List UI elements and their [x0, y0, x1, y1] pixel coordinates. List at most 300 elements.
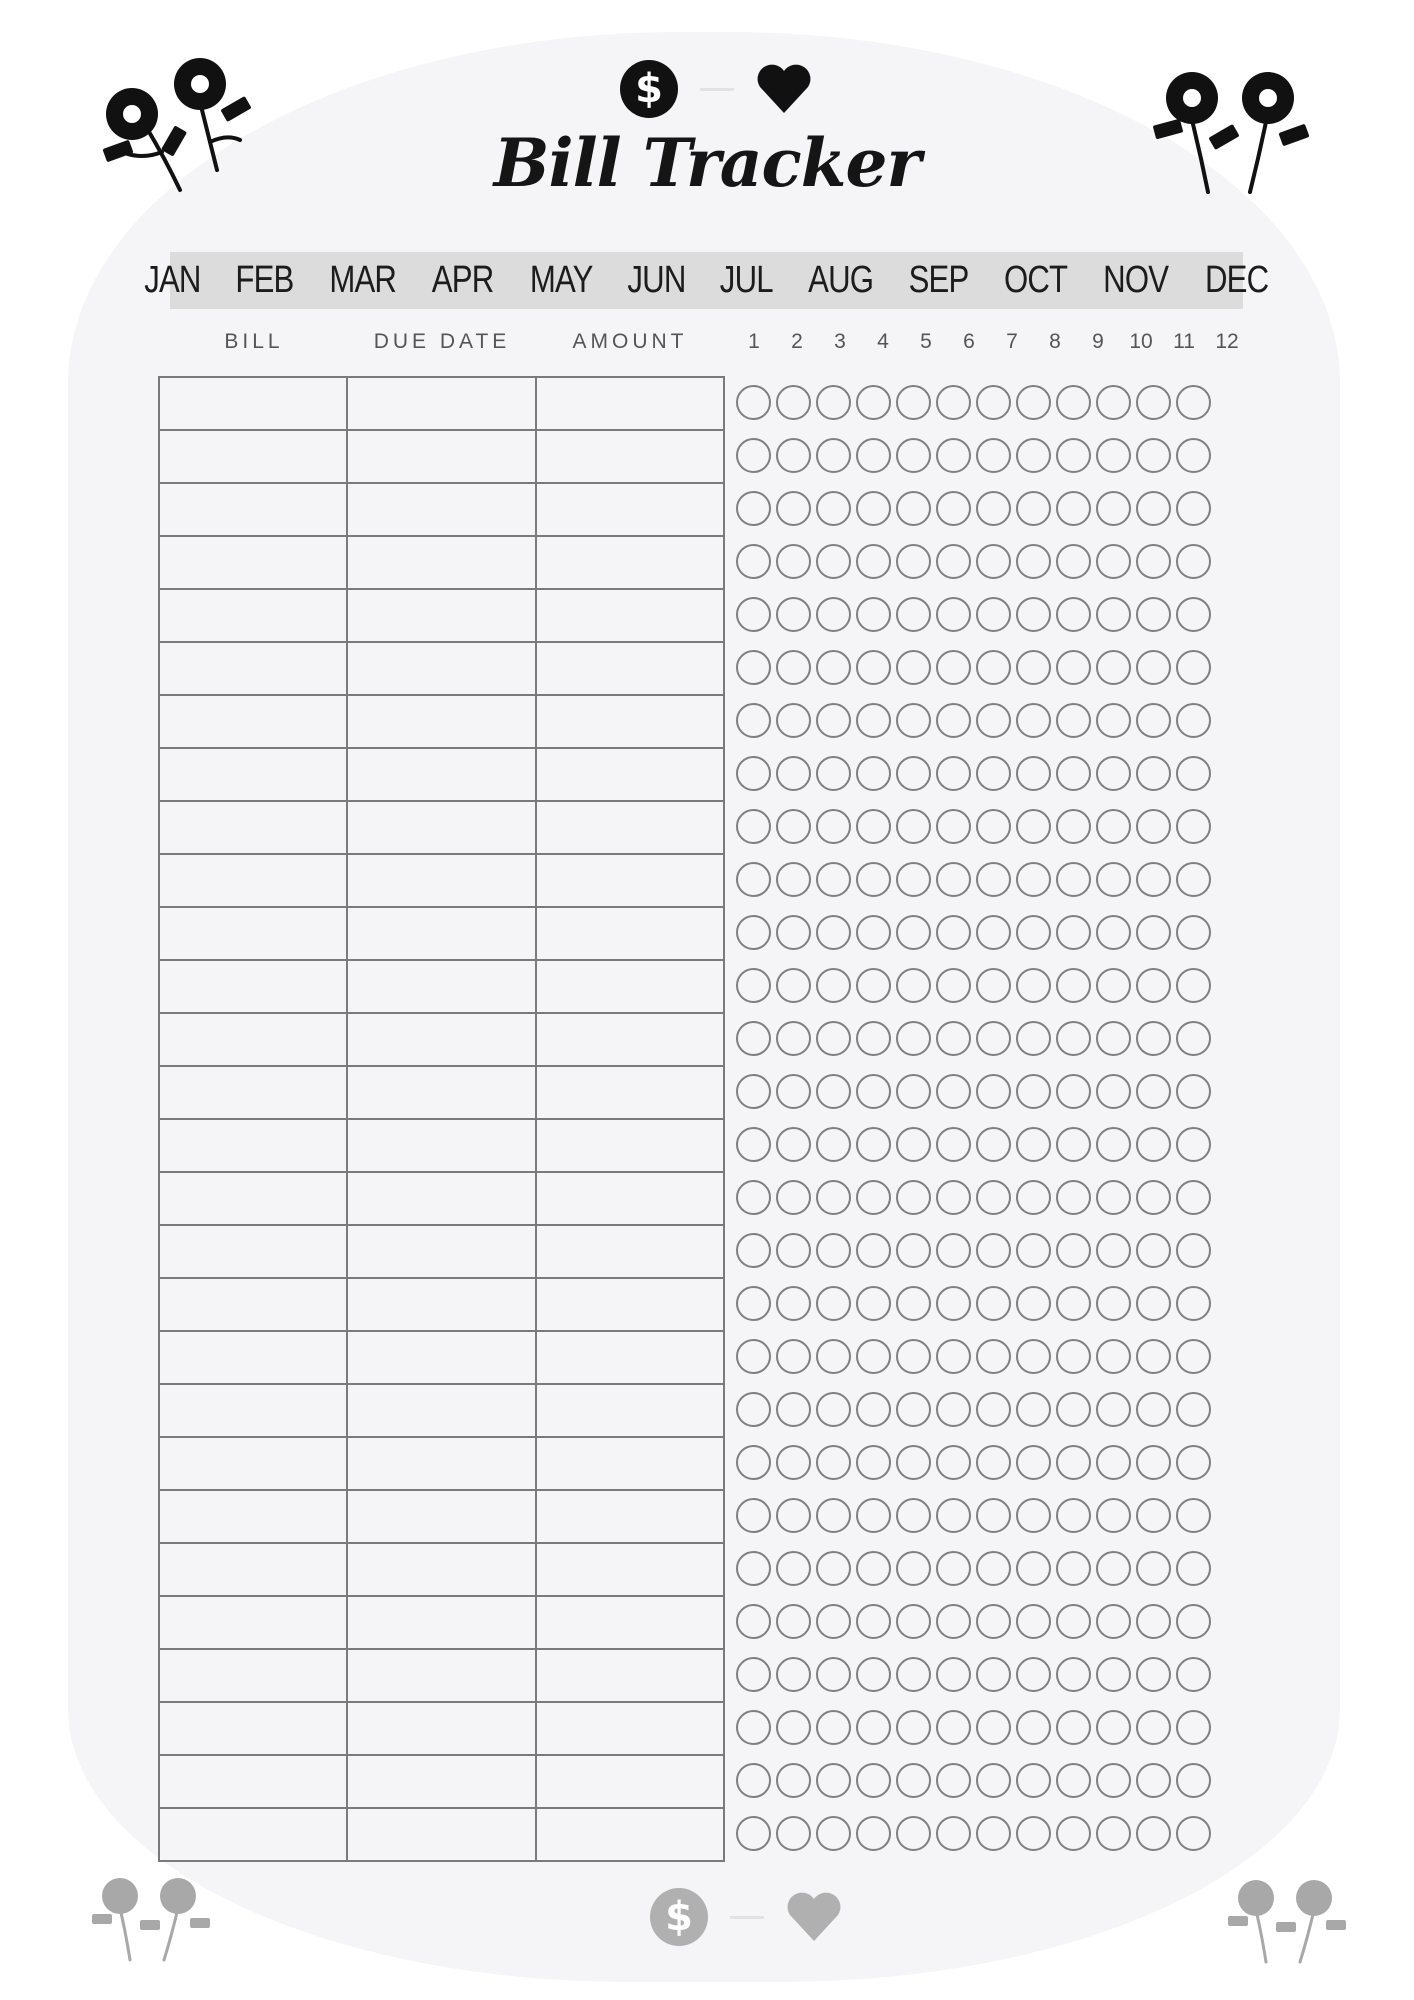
- bill-cell[interactable]: [160, 961, 348, 1012]
- paid-checkbox[interactable]: [1176, 809, 1211, 844]
- paid-checkbox[interactable]: [1176, 1498, 1211, 1533]
- paid-checkbox[interactable]: [776, 1445, 811, 1480]
- paid-checkbox[interactable]: [976, 1233, 1011, 1268]
- paid-checkbox[interactable]: [1016, 1816, 1051, 1851]
- paid-checkbox[interactable]: [736, 809, 771, 844]
- paid-checkbox[interactable]: [776, 1392, 811, 1427]
- paid-checkbox[interactable]: [1016, 1604, 1051, 1639]
- paid-checkbox[interactable]: [896, 1551, 931, 1586]
- paid-checkbox[interactable]: [776, 915, 811, 950]
- paid-checkbox[interactable]: [1176, 1763, 1211, 1798]
- amount-cell[interactable]: [537, 1438, 725, 1489]
- paid-checkbox[interactable]: [736, 1445, 771, 1480]
- paid-checkbox[interactable]: [1016, 438, 1051, 473]
- paid-checkbox[interactable]: [976, 809, 1011, 844]
- due-date-cell[interactable]: [348, 590, 536, 641]
- paid-checkbox[interactable]: [896, 597, 931, 632]
- paid-checkbox[interactable]: [1016, 809, 1051, 844]
- paid-checkbox[interactable]: [816, 703, 851, 738]
- due-date-cell[interactable]: [348, 378, 536, 429]
- paid-checkbox[interactable]: [1016, 491, 1051, 526]
- bill-cell[interactable]: [160, 908, 348, 959]
- paid-checkbox[interactable]: [896, 915, 931, 950]
- paid-checkbox[interactable]: [1096, 862, 1131, 897]
- paid-checkbox[interactable]: [1136, 703, 1171, 738]
- paid-checkbox[interactable]: [976, 1074, 1011, 1109]
- paid-checkbox[interactable]: [856, 1180, 891, 1215]
- paid-checkbox[interactable]: [776, 1286, 811, 1321]
- paid-checkbox[interactable]: [1096, 756, 1131, 791]
- paid-checkbox[interactable]: [816, 968, 851, 1003]
- paid-checkbox[interactable]: [976, 1127, 1011, 1162]
- paid-checkbox[interactable]: [936, 756, 971, 791]
- paid-checkbox[interactable]: [1056, 1816, 1091, 1851]
- amount-cell[interactable]: [537, 908, 725, 959]
- paid-checkbox[interactable]: [1176, 385, 1211, 420]
- amount-cell[interactable]: [537, 1120, 725, 1171]
- paid-checkbox[interactable]: [776, 385, 811, 420]
- paid-checkbox[interactable]: [1176, 1180, 1211, 1215]
- paid-checkbox[interactable]: [1176, 915, 1211, 950]
- paid-checkbox[interactable]: [1016, 1710, 1051, 1745]
- paid-checkbox[interactable]: [856, 650, 891, 685]
- paid-checkbox[interactable]: [1096, 544, 1131, 579]
- paid-checkbox[interactable]: [816, 1127, 851, 1162]
- bill-cell[interactable]: [160, 696, 348, 747]
- paid-checkbox[interactable]: [1096, 1604, 1131, 1639]
- paid-checkbox[interactable]: [976, 1710, 1011, 1745]
- paid-checkbox[interactable]: [1016, 968, 1051, 1003]
- paid-checkbox[interactable]: [816, 1816, 851, 1851]
- paid-checkbox[interactable]: [1136, 1021, 1171, 1056]
- paid-checkbox[interactable]: [1056, 915, 1091, 950]
- due-date-cell[interactable]: [348, 1756, 536, 1807]
- paid-checkbox[interactable]: [1016, 703, 1051, 738]
- paid-checkbox[interactable]: [936, 438, 971, 473]
- paid-checkbox[interactable]: [896, 756, 931, 791]
- bill-cell[interactable]: [160, 1703, 348, 1754]
- paid-checkbox[interactable]: [936, 1233, 971, 1268]
- paid-checkbox[interactable]: [736, 1021, 771, 1056]
- paid-checkbox[interactable]: [1176, 1710, 1211, 1745]
- paid-checkbox[interactable]: [1056, 1127, 1091, 1162]
- paid-checkbox[interactable]: [1136, 597, 1171, 632]
- amount-cell[interactable]: [537, 1332, 725, 1383]
- due-date-cell[interactable]: [348, 1226, 536, 1277]
- paid-checkbox[interactable]: [936, 597, 971, 632]
- paid-checkbox[interactable]: [1136, 1498, 1171, 1533]
- amount-cell[interactable]: [537, 696, 725, 747]
- paid-checkbox[interactable]: [816, 1710, 851, 1745]
- due-date-cell[interactable]: [348, 908, 536, 959]
- paid-checkbox[interactable]: [1096, 1445, 1131, 1480]
- paid-checkbox[interactable]: [736, 544, 771, 579]
- paid-checkbox[interactable]: [1096, 915, 1131, 950]
- paid-checkbox[interactable]: [1136, 968, 1171, 1003]
- paid-checkbox[interactable]: [816, 597, 851, 632]
- paid-checkbox[interactable]: [816, 650, 851, 685]
- paid-checkbox[interactable]: [776, 862, 811, 897]
- bill-cell[interactable]: [160, 378, 348, 429]
- paid-checkbox[interactable]: [1056, 650, 1091, 685]
- paid-checkbox[interactable]: [856, 703, 891, 738]
- paid-checkbox[interactable]: [1056, 1763, 1091, 1798]
- paid-checkbox[interactable]: [1136, 915, 1171, 950]
- paid-checkbox[interactable]: [736, 968, 771, 1003]
- paid-checkbox[interactable]: [776, 597, 811, 632]
- paid-checkbox[interactable]: [1176, 1657, 1211, 1692]
- paid-checkbox[interactable]: [776, 1763, 811, 1798]
- paid-checkbox[interactable]: [936, 1339, 971, 1374]
- paid-checkbox[interactable]: [1176, 1604, 1211, 1639]
- paid-checkbox[interactable]: [1016, 915, 1051, 950]
- paid-checkbox[interactable]: [896, 809, 931, 844]
- paid-checkbox[interactable]: [1096, 1710, 1131, 1745]
- paid-checkbox[interactable]: [856, 1710, 891, 1745]
- paid-checkbox[interactable]: [1016, 1339, 1051, 1374]
- paid-checkbox[interactable]: [1096, 968, 1131, 1003]
- due-date-cell[interactable]: [348, 1385, 536, 1436]
- paid-checkbox[interactable]: [896, 1286, 931, 1321]
- paid-checkbox[interactable]: [1176, 1339, 1211, 1374]
- paid-checkbox[interactable]: [936, 1498, 971, 1533]
- paid-checkbox[interactable]: [776, 809, 811, 844]
- paid-checkbox[interactable]: [1016, 1074, 1051, 1109]
- paid-checkbox[interactable]: [936, 1816, 971, 1851]
- paid-checkbox[interactable]: [976, 1604, 1011, 1639]
- bill-cell[interactable]: [160, 1650, 348, 1701]
- due-date-cell[interactable]: [348, 961, 536, 1012]
- paid-checkbox[interactable]: [936, 915, 971, 950]
- due-date-cell[interactable]: [348, 802, 536, 853]
- paid-checkbox[interactable]: [1136, 1286, 1171, 1321]
- paid-checkbox[interactable]: [1096, 385, 1131, 420]
- paid-checkbox[interactable]: [1096, 491, 1131, 526]
- paid-checkbox[interactable]: [1016, 1551, 1051, 1586]
- paid-checkbox[interactable]: [1056, 703, 1091, 738]
- paid-checkbox[interactable]: [1016, 1763, 1051, 1798]
- paid-checkbox[interactable]: [1136, 862, 1171, 897]
- paid-checkbox[interactable]: [736, 1657, 771, 1692]
- paid-checkbox[interactable]: [856, 438, 891, 473]
- paid-checkbox[interactable]: [776, 1498, 811, 1533]
- amount-cell[interactable]: [537, 1544, 725, 1595]
- paid-checkbox[interactable]: [896, 1498, 931, 1533]
- paid-checkbox[interactable]: [1096, 1286, 1131, 1321]
- bill-cell[interactable]: [160, 484, 348, 535]
- paid-checkbox[interactable]: [936, 1021, 971, 1056]
- paid-checkbox[interactable]: [736, 1816, 771, 1851]
- paid-checkbox[interactable]: [736, 1339, 771, 1374]
- paid-checkbox[interactable]: [856, 491, 891, 526]
- paid-checkbox[interactable]: [776, 1074, 811, 1109]
- paid-checkbox[interactable]: [1176, 1233, 1211, 1268]
- paid-checkbox[interactable]: [896, 544, 931, 579]
- paid-checkbox[interactable]: [776, 1551, 811, 1586]
- paid-checkbox[interactable]: [936, 544, 971, 579]
- paid-checkbox[interactable]: [1056, 1180, 1091, 1215]
- paid-checkbox[interactable]: [896, 1339, 931, 1374]
- amount-cell[interactable]: [537, 1597, 725, 1648]
- paid-checkbox[interactable]: [1136, 756, 1171, 791]
- paid-checkbox[interactable]: [896, 385, 931, 420]
- paid-checkbox[interactable]: [816, 756, 851, 791]
- paid-checkbox[interactable]: [776, 438, 811, 473]
- paid-checkbox[interactable]: [1096, 1074, 1131, 1109]
- paid-checkbox[interactable]: [1096, 1021, 1131, 1056]
- paid-checkbox[interactable]: [776, 1816, 811, 1851]
- paid-checkbox[interactable]: [1176, 703, 1211, 738]
- paid-checkbox[interactable]: [1176, 1551, 1211, 1586]
- paid-checkbox[interactable]: [856, 862, 891, 897]
- paid-checkbox[interactable]: [1176, 968, 1211, 1003]
- paid-checkbox[interactable]: [1136, 1074, 1171, 1109]
- paid-checkbox[interactable]: [936, 1127, 971, 1162]
- paid-checkbox[interactable]: [976, 1021, 1011, 1056]
- due-date-cell[interactable]: [348, 1597, 536, 1648]
- paid-checkbox[interactable]: [816, 544, 851, 579]
- paid-checkbox[interactable]: [976, 862, 1011, 897]
- paid-checkbox[interactable]: [936, 703, 971, 738]
- due-date-cell[interactable]: [348, 749, 536, 800]
- due-date-cell[interactable]: [348, 643, 536, 694]
- paid-checkbox[interactable]: [776, 756, 811, 791]
- paid-checkbox[interactable]: [816, 915, 851, 950]
- due-date-cell[interactable]: [348, 855, 536, 906]
- due-date-cell[interactable]: [348, 1279, 536, 1330]
- paid-checkbox[interactable]: [976, 438, 1011, 473]
- paid-checkbox[interactable]: [816, 1286, 851, 1321]
- paid-checkbox[interactable]: [736, 491, 771, 526]
- paid-checkbox[interactable]: [896, 1604, 931, 1639]
- paid-checkbox[interactable]: [1136, 1604, 1171, 1639]
- paid-checkbox[interactable]: [1056, 1233, 1091, 1268]
- bill-cell[interactable]: [160, 855, 348, 906]
- bill-cell[interactable]: [160, 643, 348, 694]
- amount-cell[interactable]: [537, 378, 725, 429]
- bill-cell[interactable]: [160, 431, 348, 482]
- paid-checkbox[interactable]: [896, 1392, 931, 1427]
- amount-cell[interactable]: [537, 1650, 725, 1701]
- paid-checkbox[interactable]: [1096, 1551, 1131, 1586]
- paid-checkbox[interactable]: [736, 1180, 771, 1215]
- paid-checkbox[interactable]: [1176, 1286, 1211, 1321]
- paid-checkbox[interactable]: [1096, 1339, 1131, 1374]
- paid-checkbox[interactable]: [976, 597, 1011, 632]
- paid-checkbox[interactable]: [976, 756, 1011, 791]
- paid-checkbox[interactable]: [1056, 1498, 1091, 1533]
- paid-checkbox[interactable]: [776, 1180, 811, 1215]
- due-date-cell[interactable]: [348, 1438, 536, 1489]
- paid-checkbox[interactable]: [1096, 1127, 1131, 1162]
- amount-cell[interactable]: [537, 1279, 725, 1330]
- paid-checkbox[interactable]: [736, 650, 771, 685]
- paid-checkbox[interactable]: [936, 862, 971, 897]
- paid-checkbox[interactable]: [816, 1498, 851, 1533]
- paid-checkbox[interactable]: [976, 650, 1011, 685]
- paid-checkbox[interactable]: [856, 1816, 891, 1851]
- paid-checkbox[interactable]: [1056, 544, 1091, 579]
- paid-checkbox[interactable]: [736, 1551, 771, 1586]
- amount-cell[interactable]: [537, 1385, 725, 1436]
- bill-cell[interactable]: [160, 1809, 348, 1860]
- paid-checkbox[interactable]: [856, 1074, 891, 1109]
- paid-checkbox[interactable]: [1056, 862, 1091, 897]
- paid-checkbox[interactable]: [1056, 1710, 1091, 1745]
- amount-cell[interactable]: [537, 1014, 725, 1065]
- paid-checkbox[interactable]: [1016, 1021, 1051, 1056]
- paid-checkbox[interactable]: [936, 1445, 971, 1480]
- paid-checkbox[interactable]: [936, 1180, 971, 1215]
- paid-checkbox[interactable]: [1016, 544, 1051, 579]
- paid-checkbox[interactable]: [1176, 1127, 1211, 1162]
- due-date-cell[interactable]: [348, 484, 536, 535]
- paid-checkbox[interactable]: [816, 438, 851, 473]
- paid-checkbox[interactable]: [976, 1339, 1011, 1374]
- due-date-cell[interactable]: [348, 1120, 536, 1171]
- paid-checkbox[interactable]: [976, 1816, 1011, 1851]
- paid-checkbox[interactable]: [936, 968, 971, 1003]
- paid-checkbox[interactable]: [976, 544, 1011, 579]
- paid-checkbox[interactable]: [736, 1286, 771, 1321]
- paid-checkbox[interactable]: [1136, 385, 1171, 420]
- paid-checkbox[interactable]: [936, 1657, 971, 1692]
- paid-checkbox[interactable]: [856, 544, 891, 579]
- paid-checkbox[interactable]: [816, 1180, 851, 1215]
- amount-cell[interactable]: [537, 1491, 725, 1542]
- paid-checkbox[interactable]: [1096, 438, 1131, 473]
- paid-checkbox[interactable]: [736, 438, 771, 473]
- paid-checkbox[interactable]: [776, 968, 811, 1003]
- paid-checkbox[interactable]: [816, 862, 851, 897]
- paid-checkbox[interactable]: [1016, 650, 1051, 685]
- due-date-cell[interactable]: [348, 696, 536, 747]
- bill-cell[interactable]: [160, 802, 348, 853]
- paid-checkbox[interactable]: [896, 1180, 931, 1215]
- due-date-cell[interactable]: [348, 1067, 536, 1118]
- paid-checkbox[interactable]: [976, 1498, 1011, 1533]
- paid-checkbox[interactable]: [776, 1233, 811, 1268]
- paid-checkbox[interactable]: [736, 1763, 771, 1798]
- paid-checkbox[interactable]: [1056, 438, 1091, 473]
- paid-checkbox[interactable]: [856, 1498, 891, 1533]
- paid-checkbox[interactable]: [816, 385, 851, 420]
- paid-checkbox[interactable]: [856, 1286, 891, 1321]
- paid-checkbox[interactable]: [856, 1445, 891, 1480]
- paid-checkbox[interactable]: [896, 703, 931, 738]
- paid-checkbox[interactable]: [1136, 491, 1171, 526]
- paid-checkbox[interactable]: [1016, 1286, 1051, 1321]
- paid-checkbox[interactable]: [856, 1021, 891, 1056]
- due-date-cell[interactable]: [348, 1173, 536, 1224]
- paid-checkbox[interactable]: [816, 1445, 851, 1480]
- paid-checkbox[interactable]: [856, 1763, 891, 1798]
- paid-checkbox[interactable]: [896, 1021, 931, 1056]
- paid-checkbox[interactable]: [1016, 1180, 1051, 1215]
- paid-checkbox[interactable]: [816, 1021, 851, 1056]
- paid-checkbox[interactable]: [1136, 1551, 1171, 1586]
- paid-checkbox[interactable]: [896, 438, 931, 473]
- paid-checkbox[interactable]: [1176, 544, 1211, 579]
- paid-checkbox[interactable]: [736, 1498, 771, 1533]
- paid-checkbox[interactable]: [1136, 1339, 1171, 1374]
- paid-checkbox[interactable]: [1016, 1127, 1051, 1162]
- amount-cell[interactable]: [537, 484, 725, 535]
- paid-checkbox[interactable]: [856, 1551, 891, 1586]
- amount-cell[interactable]: [537, 1703, 725, 1754]
- bill-cell[interactable]: [160, 1544, 348, 1595]
- amount-cell[interactable]: [537, 802, 725, 853]
- paid-checkbox[interactable]: [1056, 385, 1091, 420]
- paid-checkbox[interactable]: [896, 650, 931, 685]
- paid-checkbox[interactable]: [816, 809, 851, 844]
- paid-checkbox[interactable]: [896, 1127, 931, 1162]
- paid-checkbox[interactable]: [896, 1074, 931, 1109]
- paid-checkbox[interactable]: [736, 1127, 771, 1162]
- paid-checkbox[interactable]: [976, 915, 1011, 950]
- paid-checkbox[interactable]: [1136, 438, 1171, 473]
- paid-checkbox[interactable]: [736, 756, 771, 791]
- amount-cell[interactable]: [537, 1173, 725, 1224]
- paid-checkbox[interactable]: [776, 1127, 811, 1162]
- paid-checkbox[interactable]: [776, 1021, 811, 1056]
- paid-checkbox[interactable]: [1096, 1392, 1131, 1427]
- paid-checkbox[interactable]: [1056, 1551, 1091, 1586]
- paid-checkbox[interactable]: [776, 1604, 811, 1639]
- paid-checkbox[interactable]: [816, 1392, 851, 1427]
- amount-cell[interactable]: [537, 749, 725, 800]
- paid-checkbox[interactable]: [1136, 1180, 1171, 1215]
- paid-checkbox[interactable]: [1016, 756, 1051, 791]
- paid-checkbox[interactable]: [1016, 385, 1051, 420]
- paid-checkbox[interactable]: [736, 1074, 771, 1109]
- bill-cell[interactable]: [160, 1491, 348, 1542]
- paid-checkbox[interactable]: [936, 491, 971, 526]
- bill-cell[interactable]: [160, 537, 348, 588]
- paid-checkbox[interactable]: [1096, 1180, 1131, 1215]
- paid-checkbox[interactable]: [1136, 1763, 1171, 1798]
- paid-checkbox[interactable]: [936, 1551, 971, 1586]
- paid-checkbox[interactable]: [936, 1074, 971, 1109]
- paid-checkbox[interactable]: [776, 650, 811, 685]
- bill-cell[interactable]: [160, 1067, 348, 1118]
- paid-checkbox[interactable]: [776, 491, 811, 526]
- due-date-cell[interactable]: [348, 1014, 536, 1065]
- paid-checkbox[interactable]: [1096, 703, 1131, 738]
- bill-cell[interactable]: [160, 1226, 348, 1277]
- paid-checkbox[interactable]: [936, 650, 971, 685]
- paid-checkbox[interactable]: [1136, 1710, 1171, 1745]
- paid-checkbox[interactable]: [896, 1763, 931, 1798]
- paid-checkbox[interactable]: [976, 1763, 1011, 1798]
- paid-checkbox[interactable]: [1176, 491, 1211, 526]
- paid-checkbox[interactable]: [856, 968, 891, 1003]
- bill-cell[interactable]: [160, 1756, 348, 1807]
- paid-checkbox[interactable]: [976, 968, 1011, 1003]
- paid-checkbox[interactable]: [816, 1551, 851, 1586]
- amount-cell[interactable]: [537, 1809, 725, 1860]
- paid-checkbox[interactable]: [1136, 1445, 1171, 1480]
- paid-checkbox[interactable]: [776, 1657, 811, 1692]
- bill-cell[interactable]: [160, 749, 348, 800]
- paid-checkbox[interactable]: [856, 1604, 891, 1639]
- paid-checkbox[interactable]: [1056, 1445, 1091, 1480]
- paid-checkbox[interactable]: [976, 1286, 1011, 1321]
- bill-cell[interactable]: [160, 590, 348, 641]
- paid-checkbox[interactable]: [736, 1392, 771, 1427]
- bill-cell[interactable]: [160, 1332, 348, 1383]
- due-date-cell[interactable]: [348, 1650, 536, 1701]
